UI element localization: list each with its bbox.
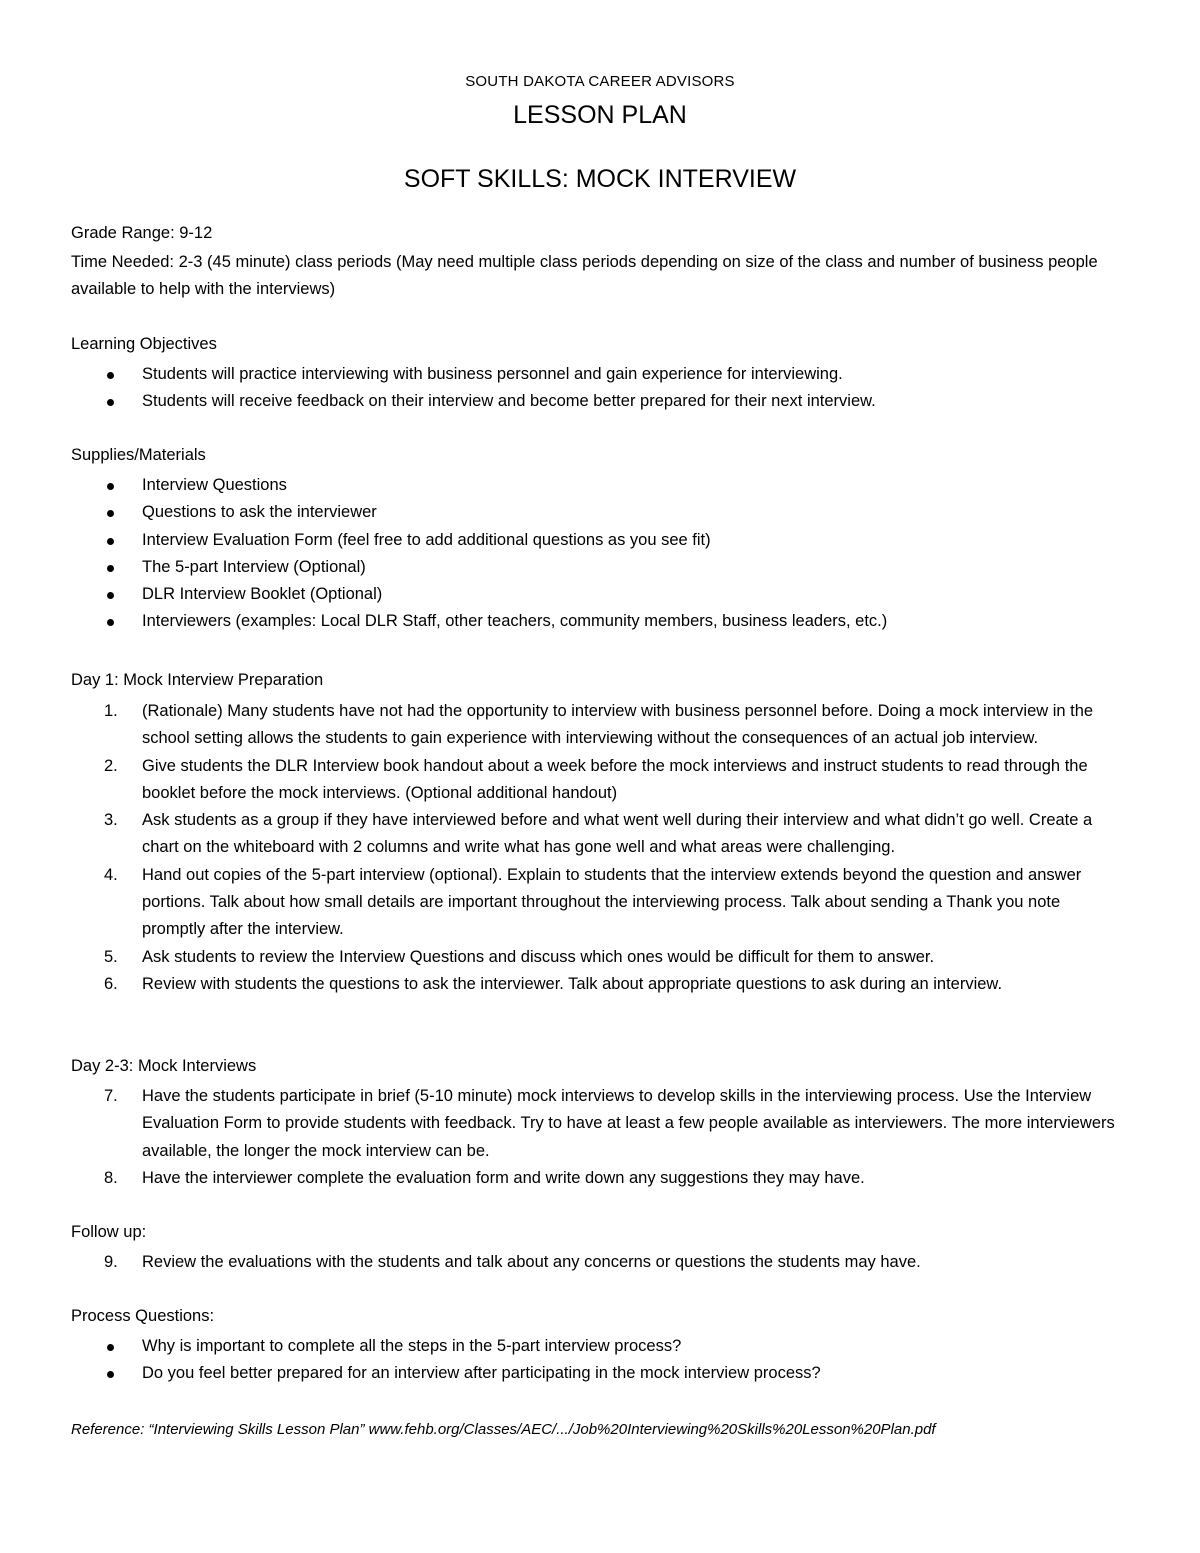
bullet-icon [107, 483, 114, 490]
org-name: SOUTH DAKOTA CAREER ADVISORS [465, 73, 735, 90]
bullet-icon [107, 592, 114, 599]
time-needed: Time Needed: 2-3 (45 minute) class periods (May need multiple class periods depending on size of the class and number of business people available to help with the interviews) [71, 253, 1098, 298]
lesson-title: SOFT SKILLS: MOCK INTERVIEW [403, 165, 797, 193]
followup-list [0, 1249, 1200, 1276]
bullet-icon [107, 372, 114, 379]
supplies-list [0, 472, 1200, 636]
process-heading: Process Questions: [71, 1307, 215, 1325]
list-item: Why is important to complete all the steps in the 5-part interview process? [0, 1333, 1127, 1360]
list-item: 2. Give students the DLR Interview book handout about a week before the mock interviews and instruct students to read through the booklet before the mock interviews. (Optional additional handout) [104, 756, 1088, 802]
day1-list [0, 698, 1200, 998]
reference-citation: Reference: “Interviewing Skills Lesson Plan” www.fehb.org/Classes/AEC/.../Job%20Interviewing%20Skills%20Lesson%20Plan.pdf [71, 1421, 936, 1438]
list-item: 8. Have the interviewer complete the evaluation form and write down any suggestions they may have. [104, 1168, 865, 1187]
objectives-heading: Learning Objectives [71, 335, 217, 353]
bullet-icon [107, 510, 114, 517]
bullet-icon [107, 1344, 114, 1351]
list-item: Questions to ask the interviewer [0, 499, 1127, 526]
list-item: The 5-part Interview (Optional) [0, 554, 1127, 581]
doc-type-heading: LESSON PLAN [513, 101, 687, 129]
list-item: 6. Review with students the questions to ask the interviewer. Talk about appropriate questions to ask during an interview. [104, 974, 1003, 993]
list-item: 4. Hand out copies of the 5-part interview (optional). Explain to students that the interview extends beyond the question and answer portions. Talk about how small details are important throughout the interviewing process. Talk about sending a Thank you note promptly after the interview. [104, 865, 1082, 939]
list-item: 1. (Rationale) Many students have not had the opportunity to interview with business personnel before. Doing a mock interview in the school setting allows the students to gain experience with interviewing without the consequences of an actual job interview. [104, 702, 1094, 748]
list-item: Do you feel better prepared for an interview after participating in the mock interview process? [0, 1360, 1127, 1387]
list-item: Interview Questions [0, 472, 1127, 499]
grade-range: Grade Range: 9-12 [71, 224, 213, 242]
bullet-icon [107, 565, 114, 572]
list-item: Interview Evaluation Form (feel free to add additional questions as you see fit) [0, 527, 1127, 554]
day23-heading: Day 2-3: Mock Interviews [71, 1057, 257, 1075]
supplies-heading: Supplies/Materials [71, 446, 206, 464]
list-item: Students will practice interviewing with business personnel and gain experience for interviewing. [0, 361, 1127, 388]
list-item: Interviewers (examples: Local DLR Staff, other teachers, community members, business leaders, etc.) [0, 608, 1127, 635]
followup-heading: Follow up: [71, 1223, 147, 1241]
list-item: 3. Ask students as a group if they have interviewed before and what went well during their interview and what didn’t go well. Create a chart on the whiteboard with 2 columns and write what has gone well and what areas were challenging. [104, 811, 1093, 857]
bullet-icon [107, 619, 114, 626]
day1-heading: Day 1: Mock Interview Preparation [71, 671, 324, 689]
bullet-icon [107, 538, 114, 545]
day23-list [0, 1083, 1200, 1192]
list-item: 7. Have the students participate in brief (5-10 minute) mock interviews to develop skills in the interviewing process. Use the Interview Evaluation Form to provide students with feedback. Try to have at least a few people available as interviewers. The more interviewers available, the longer the mock interview can be. [104, 1087, 1115, 1160]
list-item: DLR Interview Booklet (Optional) [0, 581, 1127, 608]
bullet-icon [107, 399, 114, 406]
list-item: 5. Ask students to review the Interview Questions and discuss which ones would be difficult for them to answer. [104, 947, 935, 966]
bullet-icon [107, 1371, 114, 1378]
objectives-list [0, 361, 1200, 416]
process-list [0, 1333, 1200, 1388]
list-item: Students will receive feedback on their interview and become better prepared for their next interview. [0, 388, 1127, 415]
list-item: 9. Review the evaluations with the students and talk about any concerns or questions the students may have. [104, 1253, 921, 1271]
